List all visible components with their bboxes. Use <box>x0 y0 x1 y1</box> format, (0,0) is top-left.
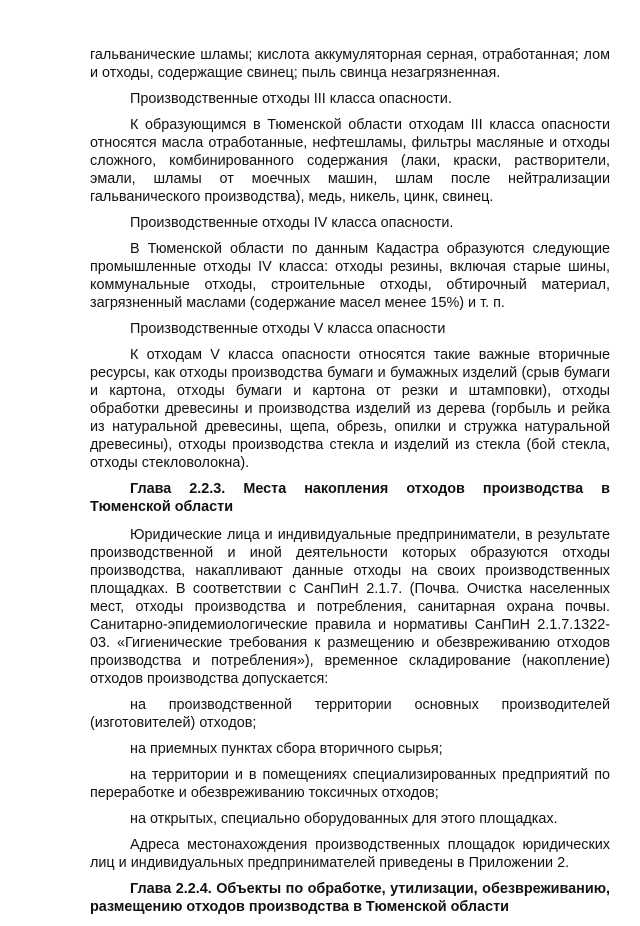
chapter-heading-2-2-4: Глава 2.2.4. Объекты по обработке, утилизации, обезвреживанию, размещению отходов производства в Тюменской области <box>90 881 610 915</box>
list-item-specialized-enterprises: на территории и в помещениях специализированных предприятий по переработке и обезвреживанию токсичных отходов; <box>90 767 610 801</box>
paragraph-class-4-title: Производственные отходы IV класса опасности. <box>130 215 454 231</box>
list-item-open-sites: на открытых, специально оборудованных для этого площадках. <box>130 811 558 827</box>
paragraph-class-5-title: Производственные отходы V класса опасности <box>130 321 446 337</box>
chapter-heading-2-2-3: Глава 2.2.3. Места накопления отходов производства в Тюменской области <box>90 481 610 515</box>
paragraph-addresses: Адреса местонахождения производственных площадок юридических лиц и индивидуальных предпринимателей приведены в Приложении 2. <box>90 837 610 871</box>
paragraph-class-5-description: К отходам V класса опасности относятся такие важные вторичные ресурсы, как отходы производства бумаги и бумажных изделий (срыв бумаги и картона, отходы бумаги и картона от резки и штамповки), отходы обработки древесины и производства изделий из дерева (горбыль и рейка из натуральной древесины, щепа, обрезь, опилки и стружка натуральной древесины), отходы производства стекла и изделий из стекла (бой стекла, отходы стекловолокна). <box>90 347 610 471</box>
paragraph-continuation: гальванические шламы; кислота аккумуляторная серная, отработанная; лом и отходы, содержащие свинец; пыль свинца незагрязненная. <box>90 47 610 81</box>
paragraph-class-3-description: К образующимся в Тюменской области отходам III класса опасности относятся масла отработанные, нефтешламы, фильтры масляные и отходы сложного, комбинированного содержания (лаки, краски, растворители, эмали, шламы от моечных машин, шлам после нейтрализации гальванического производства), медь, никель, цинк, свинец. <box>90 117 610 205</box>
paragraph-class-3-title: Производственные отходы III класса опасности. <box>130 91 452 107</box>
list-item-production-territory: на производственной территории основных производителей (изготовителей) отходов; <box>90 697 610 731</box>
paragraph-accumulation-rules: Юридические лица и индивидуальные предприниматели, в результате производственной и иной деятельности которых образуются отходы производства, накапливают данные отходы на своих производственных площадках. В соответствии с СанПиН 2.1.7. (Почва. Очистка населенных мест, отходы производства и потребления, санитарная охрана почвы. Санитарно-эпидемиологические правила и нормативы СанПиН 2.1.7.1322-03. «Гигиенические требования к размещению и обезвреживанию отходов производства и потребления»), временное складирование (накопление) отходов производства допускается: <box>90 527 610 687</box>
paragraph-class-4-description: В Тюменской области по данным Кадастра образуются следующие промышленные отходы IV класса: отходы резины, включая старые шины, коммунальные отходы, строительные отходы, обтирочный материал, загрязненный маслами (содержание масел менее 15%) и т. п. <box>90 241 610 311</box>
document-page <box>90 46 610 926</box>
list-item-collection-points: на приемных пунктах сбора вторичного сырья; <box>130 741 443 757</box>
